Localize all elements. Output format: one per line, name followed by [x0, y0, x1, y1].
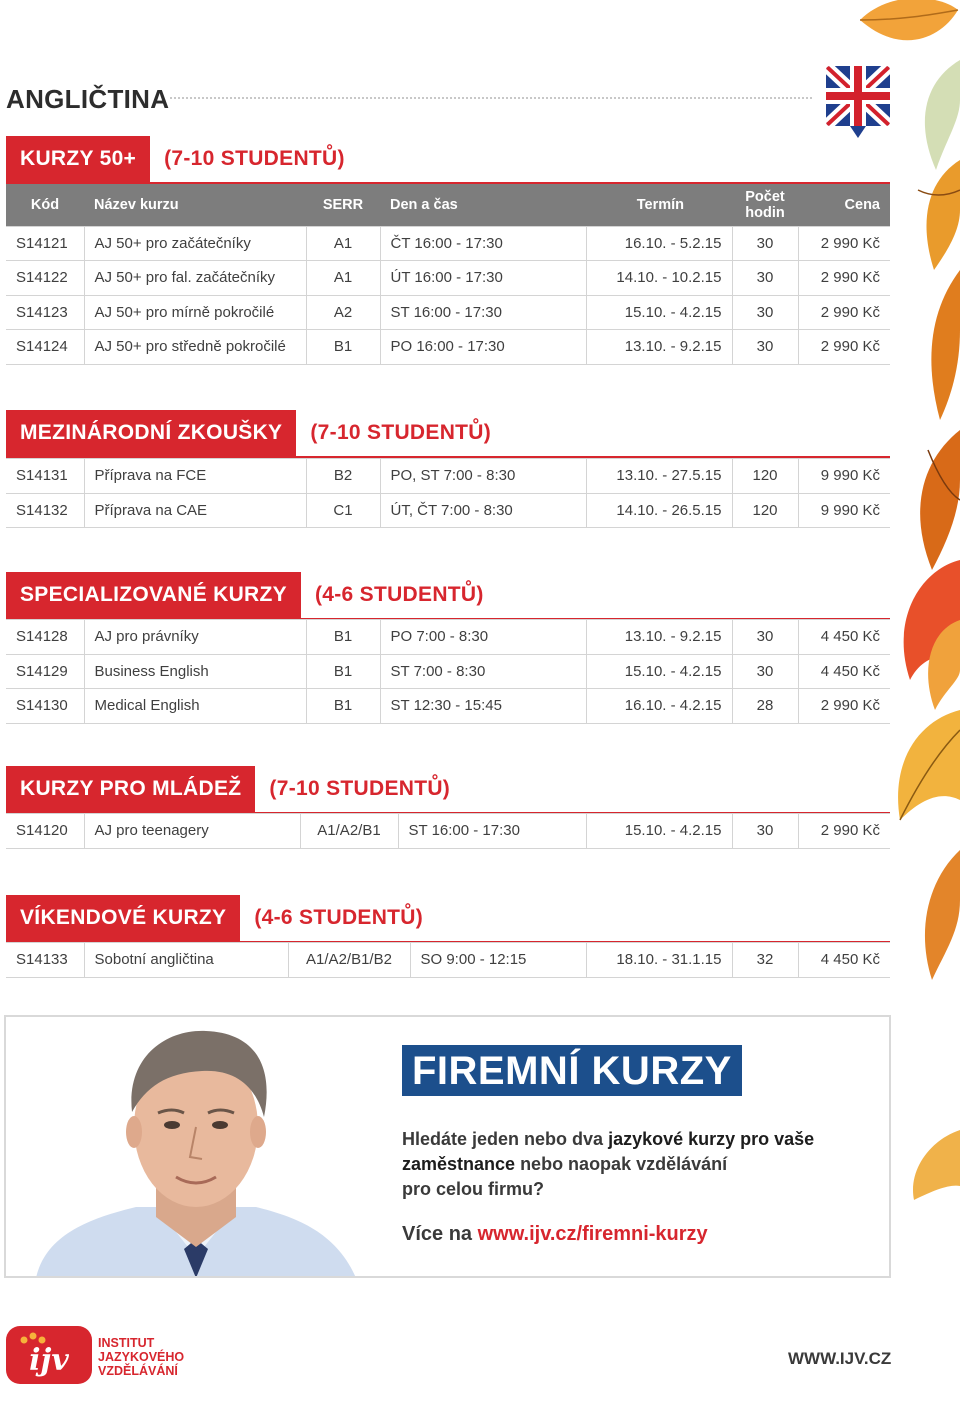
course-price: 2 990 Kč: [798, 261, 890, 296]
course-term: 16.10. - 4.2.15: [586, 689, 732, 724]
header-code: Kód: [6, 184, 84, 226]
institute-name-line: JAZYKOVÉHO: [98, 1350, 185, 1364]
header-name: Název kurzu: [84, 184, 306, 226]
section-capacity: (7-10 STUDENTŮ): [310, 421, 492, 444]
section-header-weekend: [6, 895, 423, 941]
course-level: A2: [306, 295, 380, 330]
course-term: 15.10. - 4.2.15: [586, 814, 732, 849]
course-name: AJ 50+ pro začátečníky: [84, 226, 306, 261]
course-price: 4 450 Kč: [798, 620, 890, 655]
course-term: 18.10. - 31.1.15: [586, 943, 732, 978]
uk-flag-icon: [826, 66, 890, 142]
course-hours: 30: [732, 295, 798, 330]
table-row: [6, 226, 890, 261]
course-code: S14131: [6, 459, 84, 494]
page-title: ANGLIČTINA: [6, 84, 170, 114]
course-level: A1: [306, 261, 380, 296]
section-capacity: (4-6 STUDENTŮ): [314, 583, 484, 606]
course-time: PO 7:00 - 8:30: [380, 620, 586, 655]
table-row: [6, 620, 890, 655]
corporate-courses-link[interactable]: www.ijv.cz/firemni-kurzy: [477, 1223, 708, 1245]
institute-name-line: VZDĚLÁVÁNÍ: [98, 1364, 178, 1378]
corporate-courses-more: [402, 1223, 708, 1246]
text-fragment: Hledáte jeden nebo dva: [402, 1129, 609, 1149]
institute-name: [98, 1336, 184, 1378]
corporate-courses-text: [402, 1127, 842, 1202]
autumn-leaf-decoration: [904, 1130, 960, 1200]
autumn-leaf-decoration: [880, 560, 960, 710]
table-row: [6, 330, 890, 365]
course-term: 13.10. - 27.5.15: [586, 459, 732, 494]
section-label: MEZINÁRODNÍ ZKOUŠKY: [6, 410, 296, 456]
course-time: ST 16:00 - 17:30: [380, 295, 586, 330]
course-name: Medical English: [84, 689, 306, 724]
text-highlight: jazykové kurzy pro vaše: [608, 1129, 815, 1149]
course-price: 9 990 Kč: [798, 459, 890, 494]
course-hours: 30: [732, 330, 798, 365]
title-divider: [170, 97, 812, 99]
table-row: [6, 943, 890, 978]
course-name: Příprava na FCE: [84, 459, 306, 494]
section-capacity: (4-6 STUDENTŮ): [254, 906, 424, 929]
autumn-leaf-decoration: [898, 150, 960, 280]
course-time: ÚT 16:00 - 17:30: [380, 261, 586, 296]
course-term: 13.10. - 9.2.15: [586, 620, 732, 655]
course-name: AJ pro teenagery: [84, 814, 300, 849]
autumn-leaf-decoration: [910, 270, 960, 420]
table-row: [6, 814, 890, 849]
course-hours: 120: [732, 493, 798, 528]
course-price: 9 990 Kč: [798, 493, 890, 528]
course-level: B1: [306, 689, 380, 724]
course-code: S14123: [6, 295, 84, 330]
course-time: ÚT, ČT 7:00 - 8:30: [380, 493, 586, 528]
course-code: S14121: [6, 226, 84, 261]
table-header-row: [6, 184, 890, 226]
course-hours: 32: [732, 943, 798, 978]
course-hours: 30: [732, 261, 798, 296]
course-table-youth: [6, 813, 890, 849]
header-hours: Počet hodin: [732, 184, 798, 226]
header-price: Cena: [798, 184, 890, 226]
course-time: ST 16:00 - 17:30: [398, 814, 586, 849]
course-hours: 30: [732, 814, 798, 849]
course-level: B2: [306, 459, 380, 494]
autumn-leaf-decoration: [898, 850, 960, 980]
logo-mark: ijv: [29, 1343, 69, 1378]
section-header-courses-50: [6, 136, 345, 182]
course-table-weekend: [6, 942, 890, 978]
course-level: B1: [306, 654, 380, 689]
course-time: ST 12:30 - 15:45: [380, 689, 586, 724]
course-time: PO 16:00 - 17:30: [380, 330, 586, 365]
course-code: S14128: [6, 620, 84, 655]
text-fragment: nebo naopak vzdělávání: [515, 1154, 728, 1174]
text-fragment: pro celou firmu?: [402, 1179, 545, 1199]
text-highlight: zaměstnance: [402, 1154, 516, 1174]
course-code: S14120: [6, 814, 84, 849]
institute-name-line: INSTITUT: [98, 1336, 155, 1350]
header-term: Termín: [586, 184, 732, 226]
course-time: PO, ST 7:00 - 8:30: [380, 459, 586, 494]
course-level: B1: [306, 330, 380, 365]
course-table-50plus: [6, 184, 890, 365]
section-header-specialized: [6, 572, 484, 618]
course-hours: 28: [732, 689, 798, 724]
course-code: S14130: [6, 689, 84, 724]
course-term: 13.10. - 9.2.15: [586, 330, 732, 365]
course-price: 2 990 Kč: [798, 814, 890, 849]
course-name: Sobotní angličtina: [84, 943, 288, 978]
course-level: B1: [306, 620, 380, 655]
section-header-exams: [6, 410, 491, 456]
corporate-courses-title: FIREMNÍ KURZY: [402, 1045, 742, 1096]
course-hours: 30: [732, 654, 798, 689]
course-name: AJ pro právníky: [84, 620, 306, 655]
header-level: SERR: [306, 184, 380, 226]
course-term: 15.10. - 4.2.15: [586, 295, 732, 330]
more-prefix: Více na: [402, 1223, 478, 1245]
autumn-leaf-decoration: [898, 430, 960, 570]
course-name: AJ 50+ pro fal. začátečníky: [84, 261, 306, 296]
course-level: A1/A2/B1: [300, 814, 398, 849]
section-label: KURZY PRO MLÁDEŽ: [6, 766, 255, 812]
ijv-logo-icon: [6, 1326, 92, 1384]
section-label: SPECIALIZOVANÉ KURZY: [6, 572, 301, 618]
course-price: 2 990 Kč: [798, 330, 890, 365]
course-name: Business English: [84, 654, 306, 689]
corporate-courses-banner: [4, 1015, 891, 1278]
course-level: A1/A2/B1/B2: [288, 943, 410, 978]
course-term: 14.10. - 10.2.15: [586, 261, 732, 296]
table-row: [6, 261, 890, 296]
course-code: S14132: [6, 493, 84, 528]
course-time: ČT 16:00 - 17:30: [380, 226, 586, 261]
section-label: KURZY 50+: [6, 136, 150, 182]
course-hours: 30: [732, 226, 798, 261]
footer-website-link[interactable]: WWW.IJV.CZ: [788, 1349, 892, 1368]
man-portrait-photo: [6, 1017, 386, 1278]
course-time: SO 9:00 - 12:15: [410, 943, 586, 978]
course-code: S14129: [6, 654, 84, 689]
header-time: Den a čas: [380, 184, 586, 226]
course-name: Příprava na CAE: [84, 493, 306, 528]
table-row: [6, 654, 890, 689]
course-hours: 120: [732, 459, 798, 494]
course-term: 14.10. - 26.5.15: [586, 493, 732, 528]
course-code: S14122: [6, 261, 84, 296]
table-row: [6, 295, 890, 330]
course-price: 2 990 Kč: [798, 226, 890, 261]
course-table-specialized: [6, 619, 890, 724]
course-code: S14133: [6, 943, 84, 978]
course-table-exams: [6, 458, 890, 528]
section-capacity: (7-10 STUDENTŮ): [164, 147, 345, 170]
course-level: A1: [306, 226, 380, 261]
course-code: S14124: [6, 330, 84, 365]
course-price: 4 450 Kč: [798, 654, 890, 689]
course-time: ST 7:00 - 8:30: [380, 654, 586, 689]
section-label: VÍKENDOVÉ KURZY: [6, 895, 240, 941]
course-level: C1: [306, 493, 380, 528]
course-term: 16.10. - 5.2.15: [586, 226, 732, 261]
course-price: 2 990 Kč: [798, 689, 890, 724]
table-row: [6, 689, 890, 724]
course-hours: 30: [732, 620, 798, 655]
course-term: 15.10. - 4.2.15: [586, 654, 732, 689]
table-row: [6, 459, 890, 494]
course-price: 2 990 Kč: [798, 295, 890, 330]
course-name: AJ 50+ pro středně pokročilé: [84, 330, 306, 365]
section-capacity: (7-10 STUDENTŮ): [269, 777, 451, 800]
course-price: 4 450 Kč: [798, 943, 890, 978]
section-header-youth: [6, 766, 450, 812]
table-row: [6, 493, 890, 528]
course-name: AJ 50+ pro mírně pokročilé: [84, 295, 306, 330]
